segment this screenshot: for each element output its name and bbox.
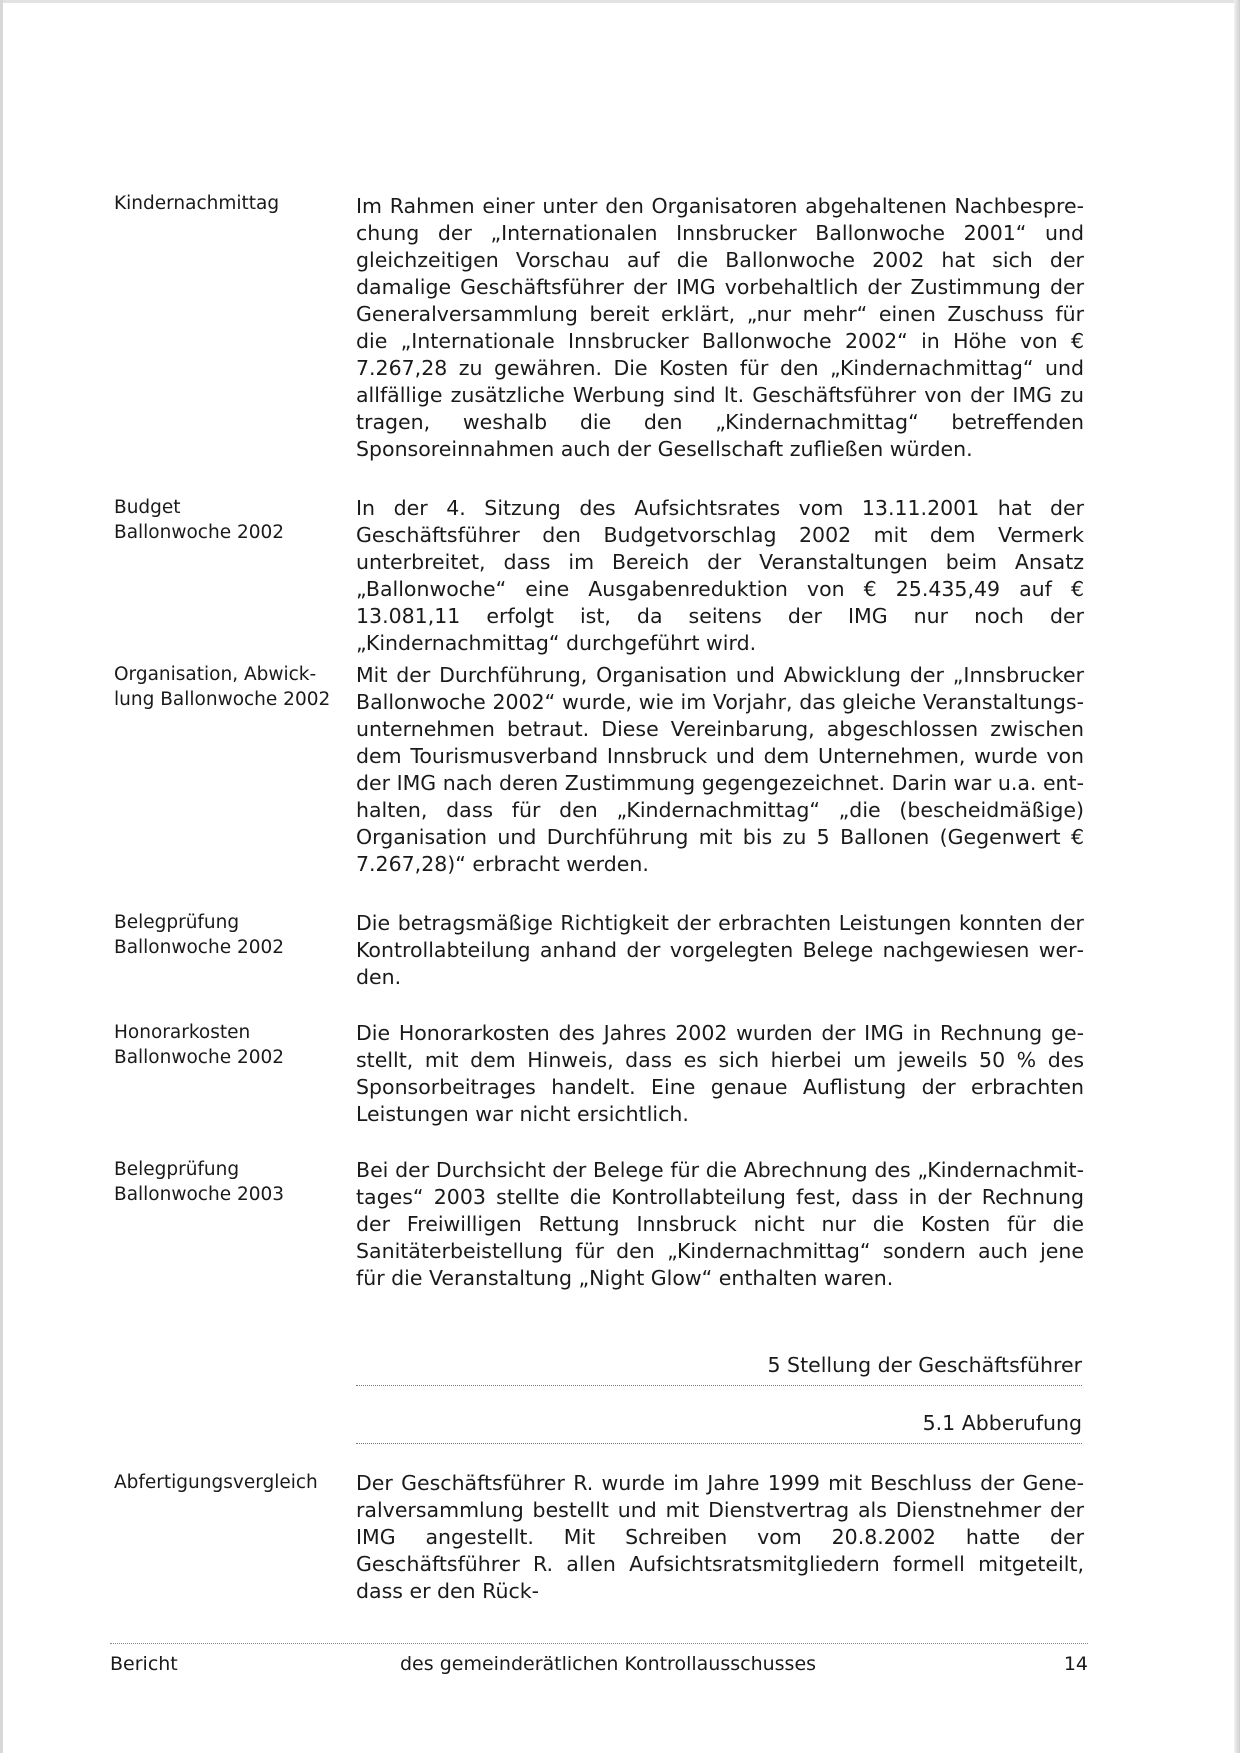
scan-edge-right bbox=[1234, 0, 1240, 1753]
scan-edge-left bbox=[0, 0, 3, 1753]
paragraph-kindernachmittag: Im Rahmen einer unter den Organisatoren abgehaltenen Nachbesprechung der „Internationalen Innsbrucker Ballonwoche 2001“ und gleichzeitigen Vorschau auf die Ballonwoche 2002 hat sich der damalige Geschäftsführer der IMG vorbehaltlich der Zustimmung der Generalversammlung bereit erklärt, „nur mehr“ einen Zuschuss für die „Internationale Innsbrucker Ballonwoche 2002“ in Höhe von € 7.267,28 zu gewähren. Die Kosten für den „Kindernachmittag“ und allfällige zusätzliche Werbung sind lt. Geschäftsführer von der IMG zu tragen, weshalb die den „Kindernachmittag“ betreffenden Sponsoreinnahmen auch der Gesellschaft zufließen würden. bbox=[356, 194, 1084, 461]
paragraph-organisation: Mit der Durchführung, Organisation und Abwicklung der „Innsbrucker Ballonwoche 2002“ wurde, wie im Vorjahr, das gleiche Veranstaltungsunternehmen betraut. Diese Vereinbarung, abgeschlossen zwischen dem Tourismusverband Innsbruck und dem Unternehmen, wurde von der IMG nach deren Zustimmung gegengezeichnet. Darin war u.a. enthalten, dass für den „Kindernachmittag“ „die (bescheidmäßige) Organisation und Durchführung mit bis zu 5 Ballonen (Gegenwert € 7.267,28)“ erbracht werden. bbox=[356, 663, 1084, 876]
margin-label-kindernachmittag: Kindernachmittag bbox=[114, 193, 280, 214]
paragraph-honorarkosten: Die Honorarkosten des Jahres 2002 wurden der IMG in Rechnung gestellt, mit dem Hinweis, dass es sich hierbei um jeweils 50 % des Sponsorbeitrages handelt. Eine genaue Auflistung der erbrachten Leistungen war nicht ersichtlich. bbox=[356, 1021, 1084, 1126]
margin-label-honorarkosten: Honorarkosten Ballonwoche 2002 bbox=[114, 1022, 285, 1068]
margin-label-organisation: Organisation, Abwick- lung Ballonwoche 2002 bbox=[114, 664, 331, 710]
paragraph-budget: In der 4. Sitzung des Aufsichtsrates vom 13.11.2001 hat der Geschäftsführer den Budgetvorschlag 2002 mit dem Vermerk unterbreitet, dass im Bereich der Veranstaltungen beim Ansatz „Ballonwoche“ eine Ausgabenreduktion von € 25.435,49 auf € 13.081,11 erfolgt ist, da seitens der IMG nur noch der „Kindernachmittag“ durchgeführt wird. bbox=[356, 496, 1084, 655]
paragraph-abfertigungsvergleich: Der Geschäftsführer R. wurde im Jahre 1999 mit Beschluss der Generalversammlung bestellt und mit Dienstvertrag als Dienstnehmer der IMG angestellt. Mit Schreiben vom 20.8.2002 hatte der Geschäftsführer R. allen Aufsichtsratsmitgliedern formell mitgeteilt, dass er den Rück- bbox=[356, 1471, 1084, 1603]
footer-rule bbox=[110, 1643, 1088, 1644]
heading-abberufung: 5.1 Abberufung bbox=[356, 1410, 1082, 1444]
page-number: 14 bbox=[1063, 1653, 1088, 1675]
footer-center: des gemeinderätlichen Kontrollausschusses bbox=[400, 1653, 817, 1675]
margin-label-budget: Budget Ballonwoche 2002 bbox=[114, 497, 285, 543]
paragraph-belegpruefung-2003: Bei der Durchsicht der Belege für die Abrechnung des „Kindernachmittages“ 2003 stellte die Kontrollabteilung fest, dass in der Rechnung der Freiwilligen Rettung Innsbruck nicht nur die Kosten für die Sanitäterbeistellung für den „Kindernachmittag“ sondern auch jene für die Veranstaltung „Night Glow“ enthalten waren. bbox=[356, 1158, 1084, 1290]
paragraph-belegpruefung-2002: Die betragsmäßige Richtigkeit der erbrachten Leistungen konnten der Kontrollabteilung anhand der vorgelegten Belege nachgewiesen werden. bbox=[356, 911, 1084, 989]
heading-stellung-geschaeftsfuehrer: 5 Stellung der Geschäftsführer bbox=[356, 1352, 1082, 1386]
margin-label-abfertigungsvergleich: Abfertigungsvergleich bbox=[114, 1472, 318, 1493]
footer-left: Bericht bbox=[110, 1653, 178, 1675]
scan-edge-top bbox=[0, 0, 1240, 3]
margin-label-belegpruefung-2003: Belegprüfung Ballonwoche 2003 bbox=[114, 1159, 285, 1205]
margin-label-belegpruefung-2002: Belegprüfung Ballonwoche 2002 bbox=[114, 912, 285, 958]
